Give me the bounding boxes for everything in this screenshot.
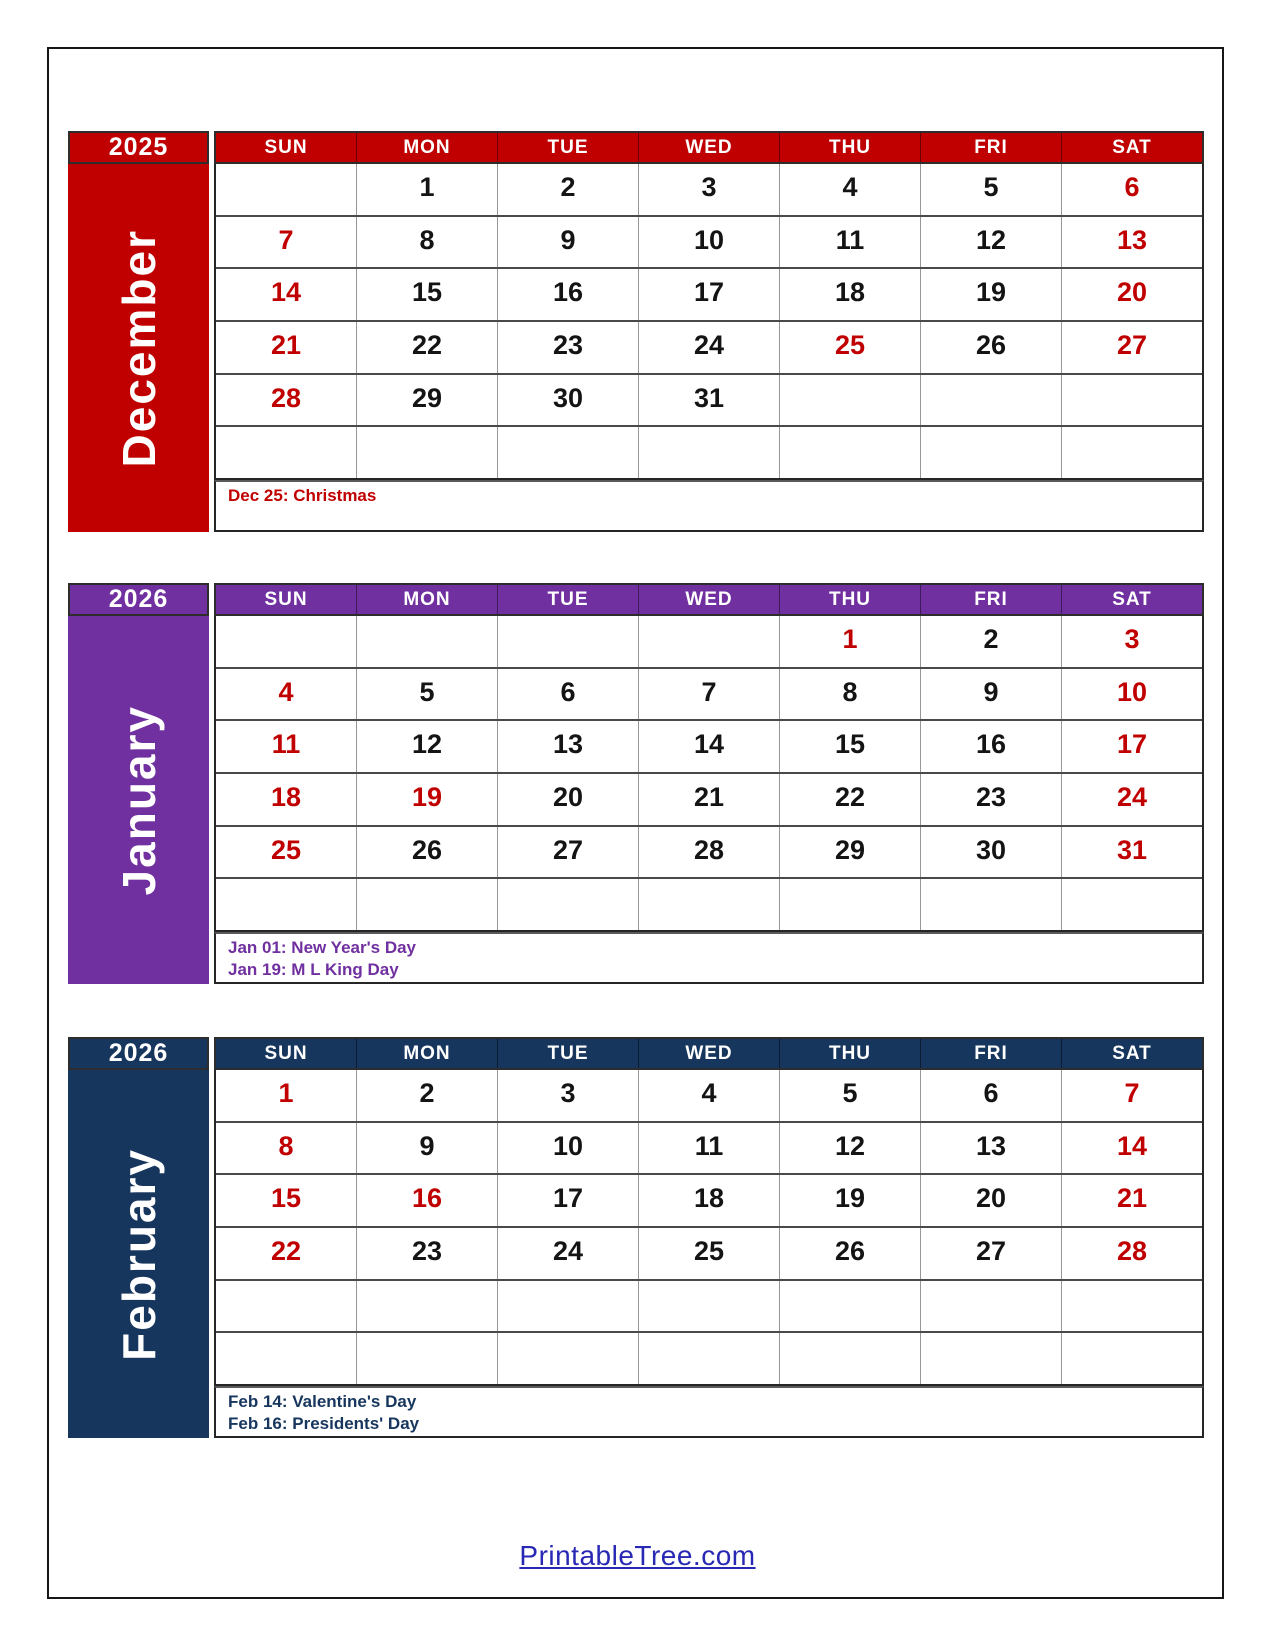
date-cell: 24 — [638, 322, 779, 373]
empty-date-cell — [779, 1281, 920, 1332]
week-row — [216, 616, 1202, 667]
weekday-header-sat: SAT — [1061, 133, 1202, 162]
date-cell: 22 — [356, 322, 497, 373]
empty-date-cell — [920, 375, 1061, 426]
date-cell: 5 — [779, 1070, 920, 1121]
date-cell: 21 — [638, 774, 779, 825]
date-cell: 23 — [497, 322, 638, 373]
weekday-header-tue: TUE — [497, 585, 638, 614]
empty-date-cell — [638, 1333, 779, 1384]
weekday-header-mon: MON — [356, 1039, 497, 1068]
empty-date-cell — [920, 1333, 1061, 1384]
date-cell: 10 — [497, 1123, 638, 1174]
date-cell: 4 — [779, 164, 920, 215]
empty-date-cell — [497, 427, 638, 478]
date-cell: 24 — [497, 1228, 638, 1279]
empty-date-cell — [920, 1281, 1061, 1332]
footer-link[interactable]: PrintableTree.com — [519, 1540, 756, 1571]
date-cell: 4 — [638, 1070, 779, 1121]
weekday-header-tue: TUE — [497, 133, 638, 162]
date-cell: 21 — [1061, 1175, 1202, 1226]
holiday-note: Jan 19: M L King Day — [228, 960, 399, 980]
date-cell: 18 — [270, 781, 302, 812]
date-cell: 18 — [779, 269, 920, 320]
date-cell: 9 — [497, 217, 638, 268]
date-cell: 13 — [497, 721, 638, 772]
date-cell: 10 — [1061, 669, 1202, 720]
footer — [0, 1540, 1275, 1572]
date-cell: 15 — [356, 269, 497, 320]
date-cell: 12 — [356, 721, 497, 772]
date-cell: 3 — [1061, 616, 1202, 667]
empty-date-cell — [356, 1333, 497, 1384]
date-cell: 8 — [278, 1130, 294, 1161]
weekday-header-fri: FRI — [920, 585, 1061, 614]
month-name: January — [112, 704, 165, 896]
date-cell: 27 — [1061, 322, 1202, 373]
weekday-header-sun: SUN — [264, 1042, 308, 1064]
date-cell: 28 — [270, 382, 302, 413]
holiday-note: Dec 25: Christmas — [228, 486, 377, 505]
month-name: February — [112, 1147, 165, 1361]
date-cell: 16 — [920, 721, 1061, 772]
empty-date-cell — [779, 427, 920, 478]
date-cell: 5 — [920, 164, 1061, 215]
date-cell: 26 — [356, 827, 497, 878]
date-cell: 6 — [497, 669, 638, 720]
weekday-header-tue: TUE — [497, 1039, 638, 1068]
month-february-2026 — [68, 1037, 1204, 1438]
weekday-header-fri: FRI — [920, 1039, 1061, 1068]
date-cell: 22 — [779, 774, 920, 825]
date-cell: 17 — [1061, 721, 1202, 772]
weekday-header-thu: THU — [779, 133, 920, 162]
date-cell: 2 — [497, 164, 638, 215]
date-grid — [214, 164, 1204, 480]
date-cell: 14 — [270, 277, 302, 308]
empty-date-cell — [779, 1333, 920, 1384]
date-cell: 2 — [920, 616, 1061, 667]
empty-date-cell — [638, 616, 779, 667]
date-cell: 28 — [1061, 1228, 1202, 1279]
holiday-note: Feb 16: Presidents' Day — [228, 1414, 420, 1434]
date-cell: 3 — [638, 164, 779, 215]
date-cell: 17 — [497, 1175, 638, 1226]
empty-date-cell — [1061, 427, 1202, 478]
date-cell: 16 — [356, 1175, 497, 1226]
date-cell: 2 — [356, 1070, 497, 1121]
weekday-header-row — [214, 1037, 1204, 1070]
weekday-header-mon: MON — [356, 133, 497, 162]
empty-date-cell — [779, 879, 920, 930]
date-cell: 13 — [1061, 217, 1202, 268]
date-cell: 7 — [1061, 1070, 1202, 1121]
date-cell: 6 — [1061, 164, 1202, 215]
week-row — [216, 1173, 1202, 1226]
date-cell: 20 — [1061, 269, 1202, 320]
empty-date-cell — [638, 427, 779, 478]
date-cell: 29 — [356, 375, 497, 426]
date-cell: 1 — [356, 164, 497, 215]
date-cell: 28 — [638, 827, 779, 878]
empty-date-cell — [356, 616, 497, 667]
date-cell: 7 — [638, 669, 779, 720]
date-cell: 12 — [779, 1123, 920, 1174]
month-banner — [68, 164, 209, 532]
month-december-2025 — [68, 131, 1204, 532]
date-cell: 30 — [920, 827, 1061, 878]
weekday-header-sat: SAT — [1061, 1039, 1202, 1068]
date-grid — [214, 616, 1204, 932]
week-row — [216, 425, 1202, 478]
week-row — [216, 1070, 1202, 1121]
empty-date-cell — [638, 879, 779, 930]
weekday-header-wed: WED — [638, 1039, 779, 1068]
date-cell: 20 — [497, 774, 638, 825]
date-cell: 9 — [356, 1123, 497, 1174]
date-cell: 8 — [779, 669, 920, 720]
weekday-header-thu: THU — [779, 1039, 920, 1068]
date-cell: 12 — [920, 217, 1061, 268]
date-cell: 19 — [356, 774, 497, 825]
empty-date-cell — [497, 1333, 638, 1384]
date-cell: 13 — [920, 1123, 1061, 1174]
date-cell: 15 — [270, 1183, 302, 1214]
weekday-header-wed: WED — [638, 585, 779, 614]
date-cell: 9 — [920, 669, 1061, 720]
empty-date-cell — [356, 879, 497, 930]
date-cell: 24 — [1061, 774, 1202, 825]
date-cell: 11 — [638, 1123, 779, 1174]
weekday-header-row — [214, 131, 1204, 164]
date-cell: 5 — [356, 669, 497, 720]
empty-date-cell — [1061, 1281, 1202, 1332]
empty-date-cell — [356, 1281, 497, 1332]
empty-date-cell — [216, 427, 356, 478]
empty-date-cell — [497, 1281, 638, 1332]
empty-date-cell — [1061, 1333, 1202, 1384]
month-name: December — [112, 228, 165, 468]
date-cell: 23 — [356, 1228, 497, 1279]
week-row — [216, 825, 1202, 878]
empty-date-cell — [1061, 879, 1202, 930]
date-cell: 19 — [920, 269, 1061, 320]
date-cell: 23 — [920, 774, 1061, 825]
date-cell: 10 — [638, 217, 779, 268]
date-cell: 14 — [638, 721, 779, 772]
date-cell: 31 — [1061, 827, 1202, 878]
date-cell: 29 — [779, 827, 920, 878]
empty-date-cell — [920, 879, 1061, 930]
date-cell: 16 — [497, 269, 638, 320]
date-cell: 27 — [920, 1228, 1061, 1279]
date-cell: 15 — [779, 721, 920, 772]
year-label: 2026 — [68, 583, 209, 616]
date-cell: 6 — [920, 1070, 1061, 1121]
weekday-header-fri: FRI — [920, 133, 1061, 162]
week-row — [216, 719, 1202, 772]
month-january-2026 — [68, 583, 1204, 984]
month-banner — [68, 1070, 209, 1438]
date-cell: 1 — [779, 616, 920, 667]
date-cell: 21 — [270, 329, 302, 360]
date-grid — [214, 1070, 1204, 1386]
date-cell: 11 — [271, 729, 301, 760]
week-row — [216, 267, 1202, 320]
week-row — [216, 320, 1202, 373]
date-cell: 25 — [270, 834, 302, 865]
week-row — [216, 1331, 1202, 1384]
date-cell: 7 — [278, 224, 294, 255]
year-label: 2026 — [68, 1037, 209, 1070]
date-cell: 14 — [1061, 1123, 1202, 1174]
empty-date-cell — [216, 616, 356, 667]
date-cell: 1 — [278, 1077, 294, 1108]
week-row — [216, 164, 1202, 215]
year-label: 2025 — [68, 131, 209, 164]
holiday-notes — [214, 1386, 1204, 1438]
empty-date-cell — [216, 879, 356, 930]
week-row — [216, 1226, 1202, 1279]
holiday-note: Jan 01: New Year's Day — [228, 938, 417, 957]
date-cell: 17 — [638, 269, 779, 320]
empty-date-cell — [779, 375, 920, 426]
date-cell: 30 — [497, 375, 638, 426]
weekday-header-sun: SUN — [264, 588, 308, 610]
date-cell: 18 — [638, 1175, 779, 1226]
empty-date-cell — [216, 164, 356, 215]
date-cell: 31 — [638, 375, 779, 426]
empty-date-cell — [497, 879, 638, 930]
week-row — [216, 1279, 1202, 1332]
weekday-header-mon: MON — [356, 585, 497, 614]
empty-date-cell — [216, 1333, 356, 1384]
date-cell: 26 — [920, 322, 1061, 373]
weekday-header-row — [214, 583, 1204, 616]
date-cell: 3 — [497, 1070, 638, 1121]
date-cell: 19 — [779, 1175, 920, 1226]
week-row — [216, 215, 1202, 268]
date-cell: 27 — [497, 827, 638, 878]
empty-date-cell — [216, 1281, 356, 1332]
empty-date-cell — [1061, 375, 1202, 426]
week-row — [216, 772, 1202, 825]
date-cell: 25 — [779, 322, 920, 373]
weekday-header-wed: WED — [638, 133, 779, 162]
weekday-header-thu: THU — [779, 585, 920, 614]
month-banner — [68, 616, 209, 984]
date-cell: 25 — [638, 1228, 779, 1279]
date-cell: 26 — [779, 1228, 920, 1279]
week-row — [216, 1121, 1202, 1174]
weekday-header-sat: SAT — [1061, 585, 1202, 614]
date-cell: 20 — [920, 1175, 1061, 1226]
holiday-note: Feb 14: Valentine's Day — [228, 1392, 417, 1411]
holiday-notes — [214, 480, 1204, 532]
week-row — [216, 667, 1202, 720]
week-row — [216, 877, 1202, 930]
weekday-header-sun: SUN — [264, 136, 308, 158]
empty-date-cell — [920, 427, 1061, 478]
date-cell: 8 — [356, 217, 497, 268]
date-cell: 22 — [270, 1235, 302, 1266]
holiday-notes — [214, 932, 1204, 984]
date-cell: 11 — [779, 217, 920, 268]
empty-date-cell — [497, 616, 638, 667]
date-cell: 4 — [278, 676, 294, 707]
week-row — [216, 373, 1202, 426]
empty-date-cell — [638, 1281, 779, 1332]
empty-date-cell — [356, 427, 497, 478]
